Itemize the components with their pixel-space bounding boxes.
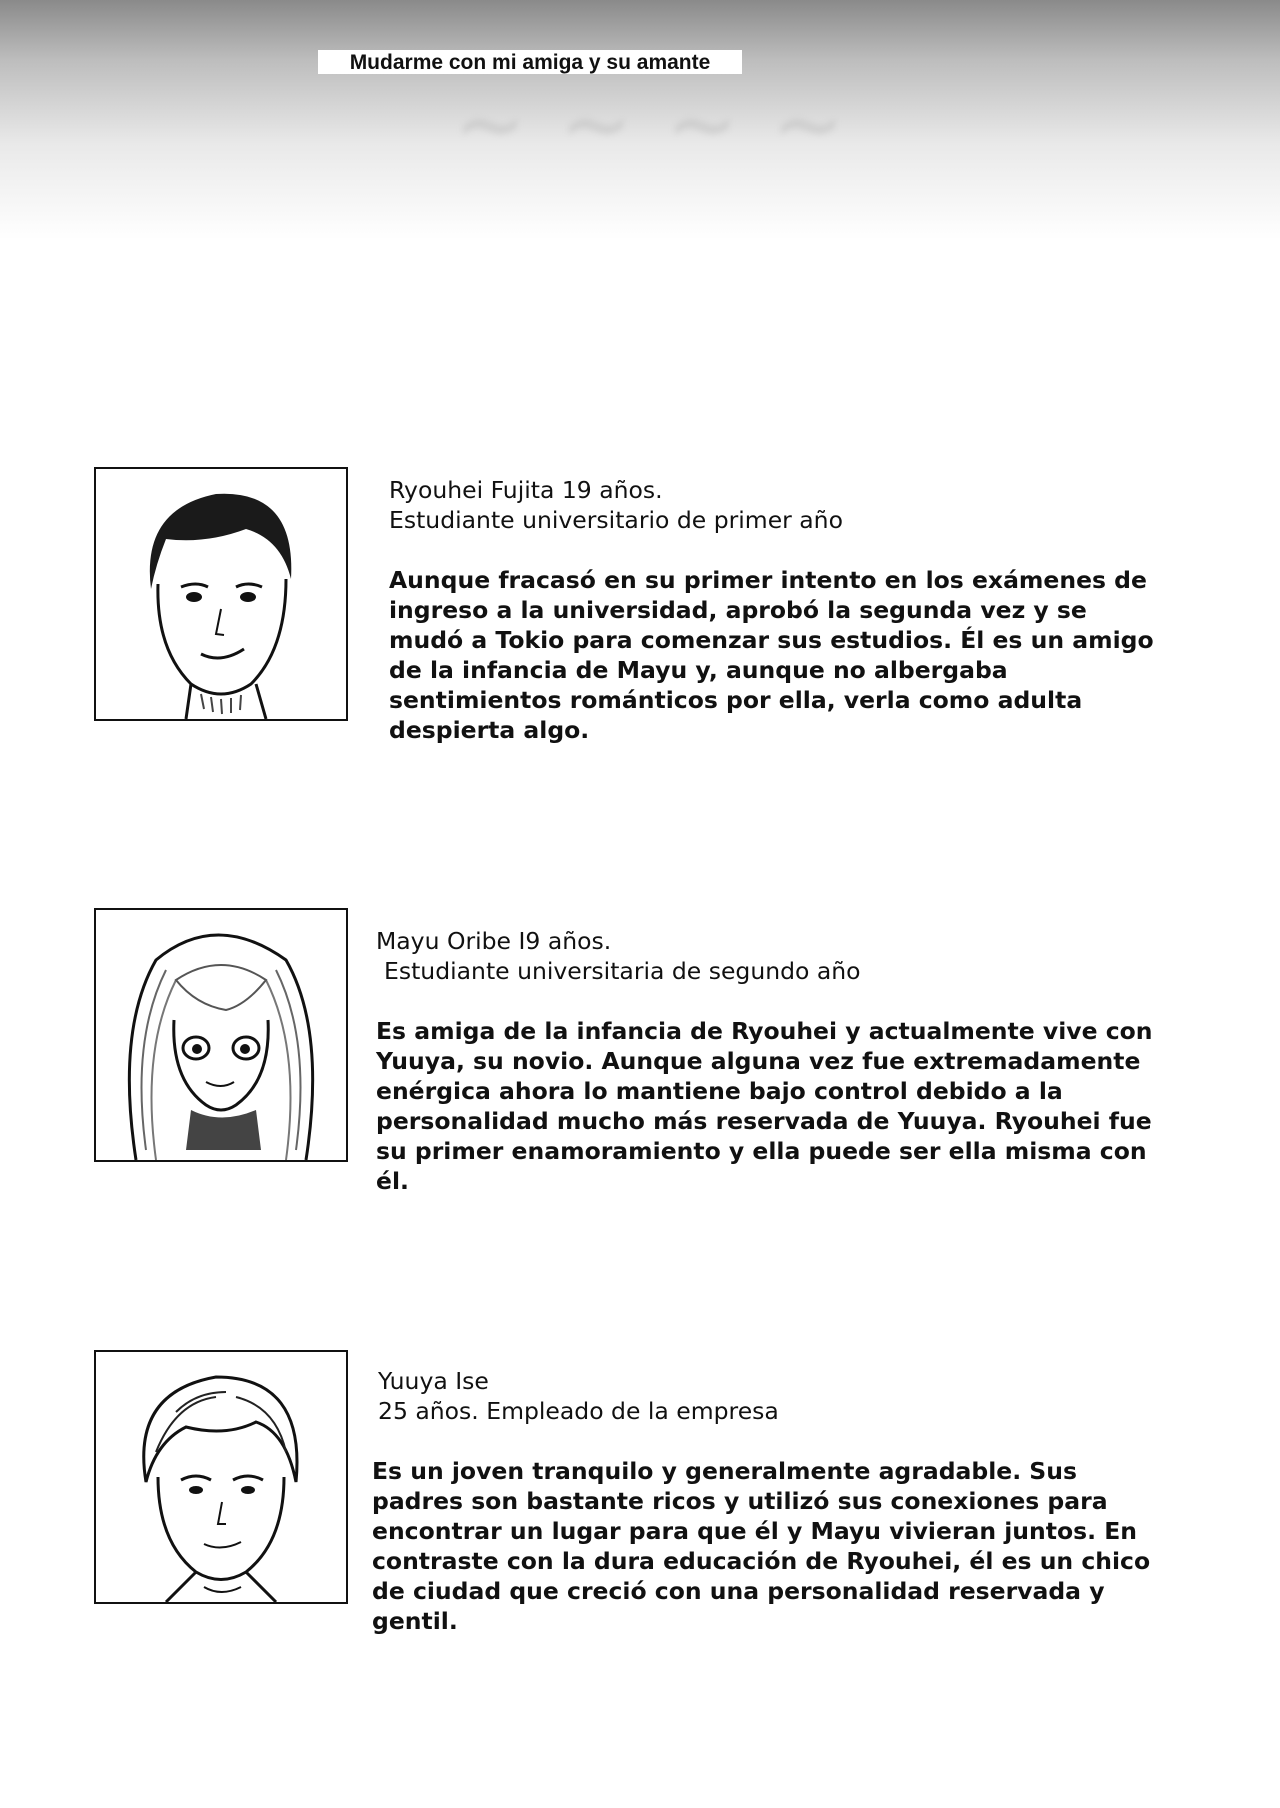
faded-title-artwork: ~ ~ ~ ~ <box>453 74 847 175</box>
portrait-mayu <box>94 908 348 1162</box>
profile-description: Es amiga de la infancia de Ryouhei y actualmente vive con Yuuya, su novio. Aunque alguna vez fue extremadamente enérgica ahora lo mantiene bajo control debido a la personalidad mucho más reservada de Yuuya. Ryouhei fue su primer enamoramiento y ella puede ser ella misma con él. <box>376 1017 1153 1195</box>
page-title: Mudarme con mi amiga y su amante <box>318 50 742 74</box>
profile-name: Yuuya Ise <box>378 1367 489 1395</box>
profile-role: Estudiante universitaria de segundo año <box>384 957 861 985</box>
profile-description: Aunque fracasó en su primer intento en los exámenes de ingreso a la universidad, aprobó la segunda vez y se mudó a Tokio para comenzar sus estudios. Él es un amigo de la infancia de Mayu y, aunque no albergaba sentimientos románticos por ella, verla como adulta despierta algo. <box>389 566 1154 744</box>
profile-name: Ryouhei Fujita 19 años. <box>389 476 663 504</box>
profile-role: Estudiante universitario de primer año <box>389 506 843 534</box>
portrait-yuuya-drawing <box>96 1352 346 1602</box>
portrait-ryouhei-drawing <box>96 469 346 719</box>
portrait-mayu-drawing <box>96 910 346 1160</box>
profile-description: Es un joven tranquilo y generalmente agradable. Sus padres son bastante ricos y utilizó sus conexiones para encontrar un lugar para que él y Mayu vivieran juntos. En contraste con la dura educación de Ryouhei, él es un chico de ciudad que creció con una personalidad reservada y gentil. <box>372 1457 1151 1635</box>
profile-ryouhei <box>389 475 1169 745</box>
portrait-yuuya <box>94 1350 348 1604</box>
portrait-ryouhei <box>94 467 348 721</box>
profile-role: 25 años. Empleado de la empresa <box>378 1397 779 1425</box>
profile-yuuya <box>372 1366 1152 1636</box>
profile-mayu <box>376 926 1156 1196</box>
profile-name: Mayu Oribe I9 años. <box>376 927 612 955</box>
